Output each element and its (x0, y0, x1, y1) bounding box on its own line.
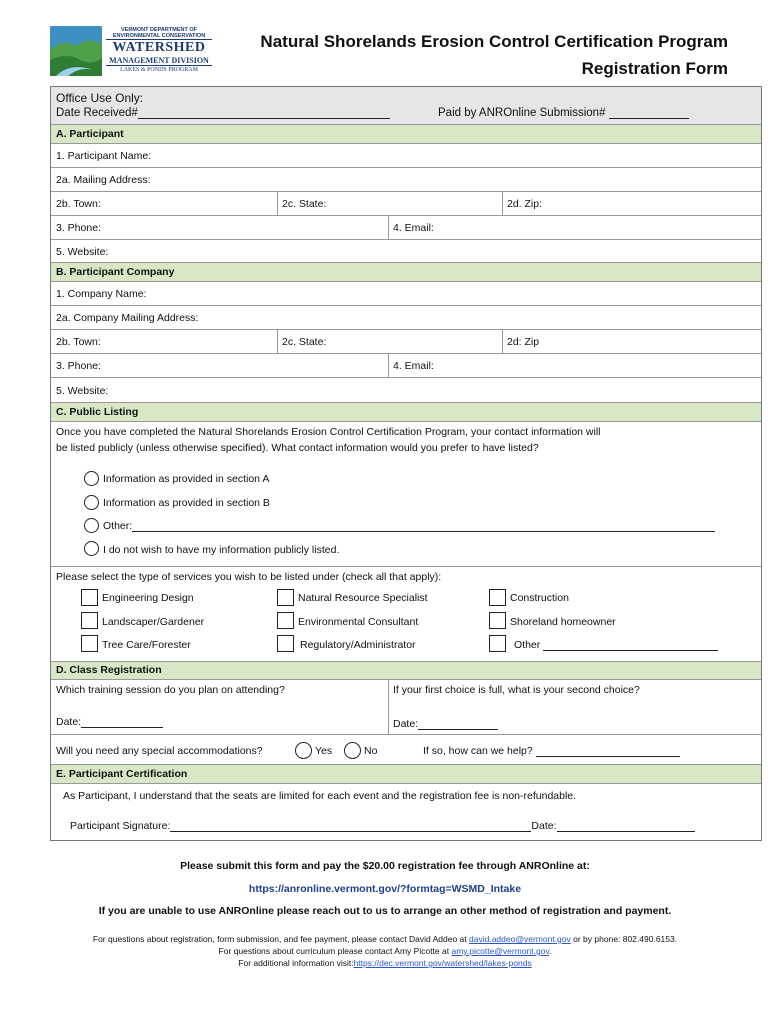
company-town-row (51, 330, 761, 354)
company-website-label: 5. Website: (56, 385, 109, 397)
logo-division: MANAGEMENT DIVISION (106, 56, 212, 66)
company-name-label: 1. Company Name: (56, 288, 147, 300)
company-phone-row (51, 354, 761, 378)
option-none-radio[interactable] (84, 541, 99, 556)
tree-care-label: Tree Care/Forester (102, 639, 191, 651)
no-label: No (364, 745, 378, 757)
title-line2: Registration Form (581, 59, 728, 78)
participant-name-label: 1. Participant Name: (56, 150, 152, 162)
landscaper-checkbox[interactable] (81, 612, 98, 629)
divider (277, 330, 278, 353)
submission-field[interactable] (609, 107, 689, 119)
session-choice-row (51, 680, 761, 735)
help-field[interactable] (536, 745, 680, 757)
town-label: 2b. Town: (56, 198, 101, 210)
email-label: 4. Email: (393, 222, 434, 234)
alternate-method-note: If you are unable to use ANROnline please reach out to us to arrange an other method of registration and payment. (98, 905, 672, 917)
period: . (549, 946, 552, 956)
regulatory-label: Regulatory/Administrator (300, 639, 416, 651)
amy-email-link[interactable]: amy.picotte@vermont.gov (451, 946, 550, 956)
other-service-label: Other (514, 639, 541, 651)
office-use-row (51, 87, 761, 125)
shoreland-checkbox[interactable] (489, 612, 506, 629)
option-none-label: I do not wish to have my information publicly listed. (103, 544, 340, 556)
option-other-radio[interactable] (84, 518, 99, 533)
first-date-label: Date: (56, 716, 82, 728)
contact-curriculum (0, 946, 770, 956)
logo-dept (106, 27, 212, 40)
environmental-label: Environmental Consultant (298, 616, 419, 628)
divider (502, 330, 503, 353)
company-website-row[interactable] (51, 378, 761, 403)
watershed-logo (50, 26, 212, 76)
environmental-checkbox[interactable] (277, 612, 294, 629)
services-block (51, 567, 761, 662)
option-section-b-label: Information as provided in section B (103, 497, 270, 509)
anronline-link[interactable]: https://anronline.vermont.gov/?formtag=WSMD_Intake (248, 883, 522, 895)
second-choice-question: If your first choice is full, what is your second choice? (393, 684, 640, 696)
registration-form (50, 86, 762, 841)
construction-checkbox[interactable] (489, 589, 506, 606)
signature-label: Participant Signature: (70, 820, 171, 832)
section-b-header (51, 263, 761, 282)
second-choice-date (393, 718, 498, 730)
company-town-label: 2b. Town: (56, 336, 101, 348)
participant-name-row[interactable] (51, 144, 761, 168)
mailing-address-label: 2a. Mailing Address: (56, 174, 151, 186)
company-zip-label: 2d: Zip (507, 336, 540, 348)
company-name-row[interactable] (51, 282, 761, 306)
option-other-field[interactable] (132, 520, 715, 532)
divider (277, 192, 278, 215)
yes-label: Yes (315, 745, 333, 757)
divider (502, 192, 503, 215)
natural-resource-label: Natural Resource Specialist (298, 592, 428, 604)
accommodations-question: Will you need any special accommodations? (56, 745, 263, 757)
company-state-label: 2c. State: (282, 336, 327, 348)
section-a-header (51, 125, 761, 144)
logo-line1: VERMONT DEPARTMENT OF (121, 27, 197, 33)
date-received-field[interactable] (138, 107, 390, 119)
section-b-title: B. Participant Company (56, 266, 175, 278)
divider (388, 680, 389, 734)
first-choice-date (56, 716, 163, 728)
office-use-heading: Office Use Only: (56, 91, 144, 105)
signature-field[interactable] (170, 820, 531, 832)
shoreland-label: Shoreland homeowner (510, 616, 616, 628)
accommodations-no-radio[interactable] (344, 742, 361, 759)
first-date-field[interactable] (81, 716, 163, 728)
engineering-label: Engineering Design (102, 592, 194, 604)
company-email-label: 4. Email: (393, 360, 434, 372)
divider (388, 216, 389, 239)
zip-label: 2d. Zip: (507, 198, 543, 210)
section-d-header (51, 662, 761, 680)
certification-statement: As Participant, I understand that the seats are limited for each event and the registration fee is non-refundable. (63, 790, 577, 802)
engineering-checkbox[interactable] (81, 589, 98, 606)
section-d-title: D. Class Registration (56, 664, 162, 676)
additional-info-text: For additional information visit: (238, 958, 354, 968)
option-other-label: Other: (103, 520, 133, 532)
section-a-title: A. Participant (56, 128, 124, 140)
section-e-title: E. Participant Certification (56, 768, 188, 780)
phone-label: 3. Phone: (56, 222, 101, 234)
listing-options (51, 422, 761, 567)
divider (388, 354, 389, 377)
regulatory-checkbox[interactable] (277, 635, 294, 652)
first-choice-question: Which training session do you plan on attending? (56, 684, 285, 696)
additional-info (0, 958, 770, 968)
accommodations-yes-radio[interactable] (295, 742, 312, 759)
contact-curriculum-text: For questions about curriculum please contact Amy Picotte at (218, 946, 450, 956)
contact-registration (0, 934, 770, 944)
company-mailing-row[interactable] (51, 306, 761, 330)
signature-date-field[interactable] (557, 820, 695, 832)
services-prompt: Please select the type of services you wish to be listed under (check all that apply): (56, 571, 442, 583)
date-received (56, 107, 390, 119)
second-date-label: Date: (393, 718, 419, 730)
section-e-header (51, 765, 761, 784)
company-mailing-label: 2a. Company Mailing Address: (56, 312, 199, 324)
title-line1: Natural Shorelands Erosion Control Certification Program (260, 32, 728, 51)
david-email-link[interactable]: david.addeo@vermont.gov (469, 934, 571, 944)
option-other (103, 520, 715, 532)
natural-resource-checkbox[interactable] (277, 589, 294, 606)
logo-watershed: WATERSHED (112, 40, 206, 55)
logo-program: LAKES & PONDS PROGRAM (120, 67, 198, 73)
help-label: If so, how can we help? (423, 745, 533, 757)
construction-label: Construction (510, 592, 569, 604)
date-received-label: Date Received# (56, 107, 138, 119)
phone-email-row (51, 216, 761, 240)
website-row[interactable] (51, 240, 761, 263)
signature-date-label: Date: (531, 820, 557, 832)
contact-phone-text: or by phone: 802.490.6153. (573, 934, 678, 944)
option-section-a-radio[interactable] (84, 471, 99, 486)
lakes-ponds-link[interactable]: https://dec.vermont.gov/watershed/lakes-ponds (353, 958, 532, 968)
listing-intro-line2: be listed publicly (unless otherwise specified). What contact information would you prefer to have listed? (56, 442, 539, 454)
page-title (215, 28, 728, 82)
section-c-title: C. Public Listing (56, 406, 139, 418)
website-label: 5. Website: (56, 246, 109, 258)
signature-line (70, 820, 695, 832)
option-section-a-label: Information as provided in section A (103, 473, 270, 485)
other-service-field[interactable] (543, 639, 718, 651)
other-service-checkbox[interactable] (489, 635, 506, 652)
state-label: 2c. State: (282, 198, 327, 210)
certification-block (51, 784, 761, 841)
mailing-address-row[interactable] (51, 168, 761, 192)
submit-instruction: Please submit this form and pay the $20.00 registration fee through ANROnline at: (180, 860, 590, 872)
paid-by (438, 107, 689, 119)
logo-line2: ENVIRONMENTAL CONSERVATION (112, 33, 206, 39)
paid-by-label: Paid by ANROnline Submission# (438, 107, 606, 119)
town-state-zip-row (51, 192, 761, 216)
listing-intro-line1: Once you have completed the Natural Shorelands Erosion Control Certification Program, your contact information will (56, 426, 601, 438)
other-service (514, 639, 718, 651)
contact-registration-text: For questions about registration, form submission, and fee payment, please contact David Addeo at (92, 934, 467, 944)
accommodations-row (51, 735, 761, 765)
company-phone-label: 3. Phone: (56, 360, 101, 372)
tree-care-checkbox[interactable] (81, 635, 98, 652)
option-section-b-radio[interactable] (84, 495, 99, 510)
landscaper-label: Landscaper/Gardener (102, 616, 205, 628)
help-prompt (423, 745, 680, 757)
section-c-header (51, 403, 761, 422)
second-date-field[interactable] (418, 718, 498, 730)
